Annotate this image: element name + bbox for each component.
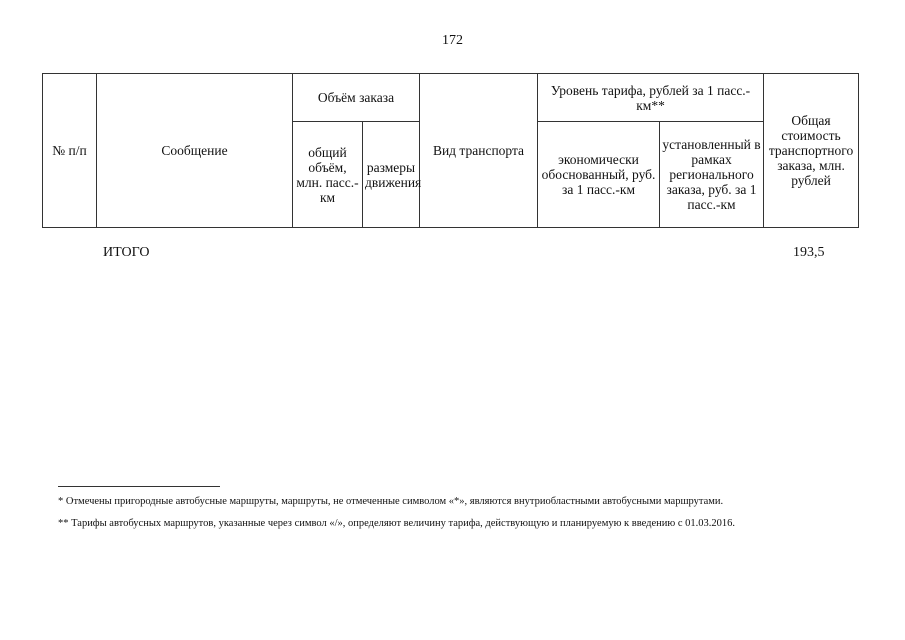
footnote-divider [58,486,220,487]
header-cell-tariff-group: Уровень тарифа, рублей за 1 пасс.-км** [538,74,764,122]
footnote-1: * Отмечены пригородные автобусные маршруты, маршруты, не отмеченные символом «*», являются внутриобластными автобусными маршрутами. [58,496,724,507]
header-cell-transport: Вид транспорта [420,74,538,228]
total-value: 193,5 [793,245,825,260]
header-cell-volume-total: общий объём, млн. пасс.-км [293,122,363,228]
header-cell-number: № п/п [43,74,97,228]
page-number: 172 [442,33,463,48]
header-cell-route: Сообщение [97,74,293,228]
header-cell-volume-group: Объём заказа [293,74,420,122]
header-cell-tariff-economic: экономически обоснованный, руб. за 1 пасс.-км [538,122,660,228]
footnote-2: ** Тарифы автобусных маршрутов, указанные через символ «/», определяют величину тарифа, действующую и планируемую к введению с 01.03.2016. [58,518,736,529]
total-label: ИТОГО [103,245,150,260]
header-cell-tariff-established: установленный в рамках регионального заказа, руб. за 1 пасс.-км [660,122,764,228]
table-header [42,73,859,228]
header-cell-total-cost: Общая стоимость транспортного заказа, млн. рублей [764,74,859,228]
header-cell-volume-traffic: размеры движения [363,122,420,228]
